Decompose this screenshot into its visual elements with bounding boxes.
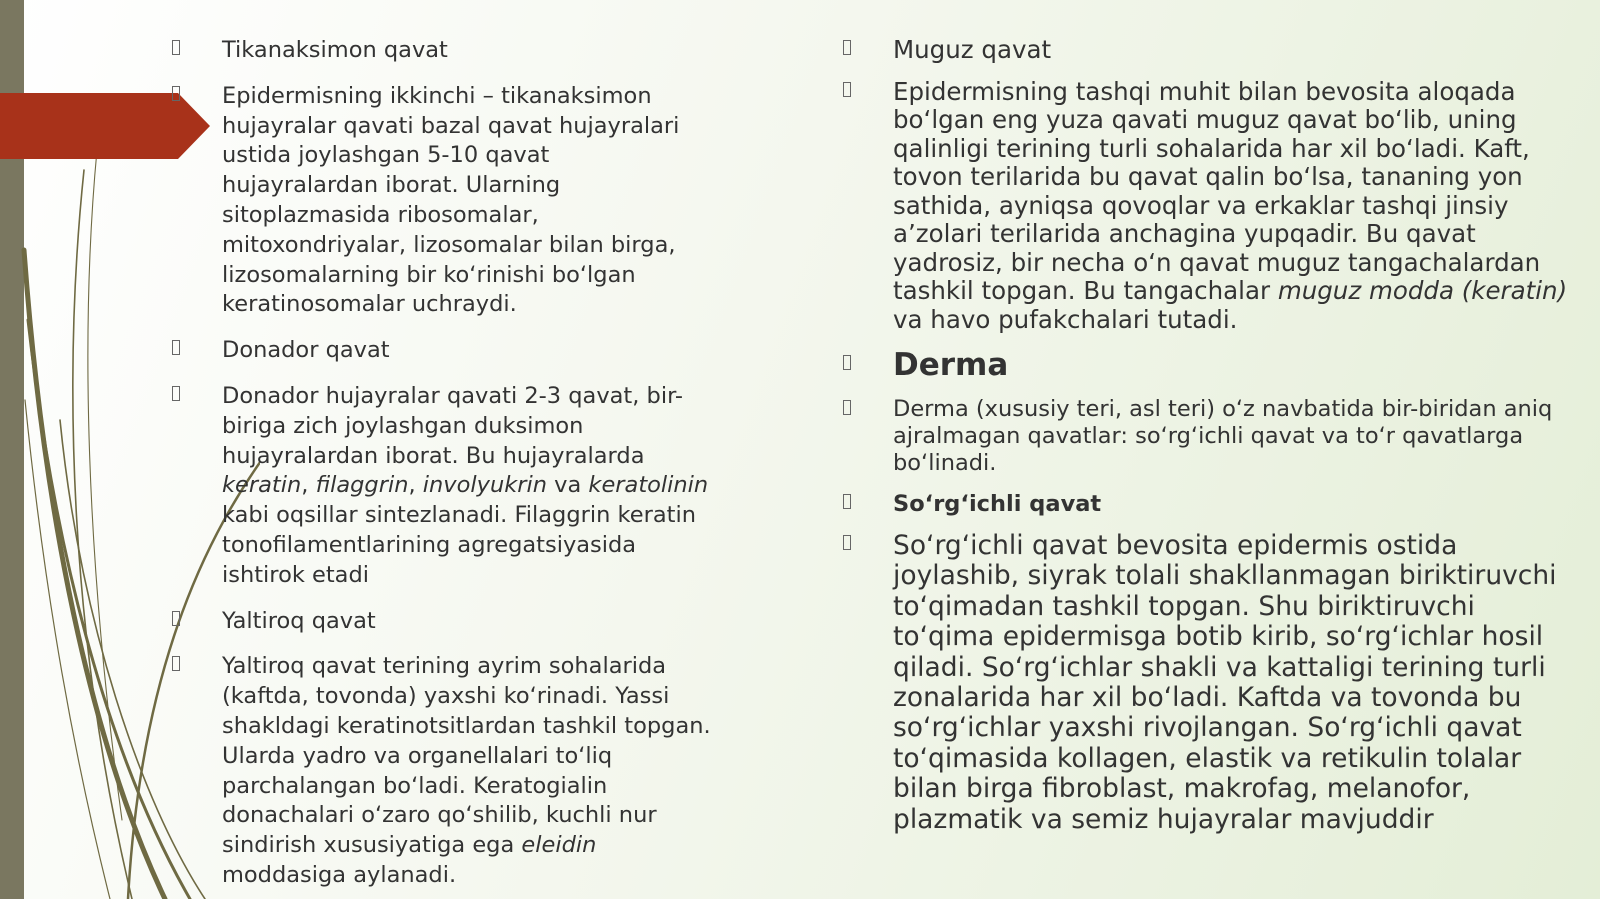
bullet-icon xyxy=(843,40,851,55)
italic-keratolinin: keratolinin xyxy=(588,472,709,499)
paragraph-donador: Donador hujayralar qavati 2-3 qavat, bir-biriga zich joylashgan duksimon hujayralardan iborat. Bu hujayralarda keratin, filaggrin, involyukrin va keratolinin kabi oqsillar sintezlanadi. Filaggrin keratin tonofilamentlarining agregatsiyasida ishtirok etadi xyxy=(222,382,709,588)
heading-yaltiroq: Yaltiroq qavat xyxy=(222,607,376,634)
paragraph-derma: Derma (xususiy teri, asl teri) o‘z navbatida bir-biridan aniq ajralmagan qavatlar: so‘rg‘ichli qavat va to‘r qavatlarga bo‘linadi. xyxy=(893,396,1553,476)
paragraph-tikanaksimon: Epidermisning ikkinchi – tikanaksimon hujayralar qavati bazal qavat hujayralari ustida joylashgan 5-10 qavat hujayralardan iborat. Ularning sitoplazmasida ribosomalar, mitoxondriyalar, lizosomalar bilan birga, lizosomalarning bir ko‘rinishi bo‘lgan keratinosomalar uchraydi. xyxy=(222,82,680,318)
italic-eleidin: eleidin xyxy=(521,832,597,859)
bullet-icon xyxy=(172,40,180,55)
list-item xyxy=(172,382,712,591)
list-item xyxy=(843,78,1578,335)
list-item xyxy=(843,396,1578,477)
list-item xyxy=(843,531,1578,835)
heading-muguz: Muguz qavat xyxy=(893,35,1052,64)
bullet-icon xyxy=(843,400,851,415)
list-item xyxy=(172,607,712,637)
bullet-icon xyxy=(172,386,180,401)
list-item xyxy=(172,36,712,66)
paragraph-muguz: Epidermisning tashqi muhit bilan bevosita aloqada bo‘lgan eng yuza qavati muguz qavat bo‘lib, uning qalinligi terining turli sohalarida har xil bo‘ladi. Kaft, tovon terilarida bu qavat qalin bo‘lsa, tananing yon sathida, ayniqsa qovoqlar va erkaklar tashqi jinsiy a’zolari terilarida anchagina yupqadir. Bu qavat yadrosiz, bir necha o‘n qavat muguz tangachalardan tashkil topgan. Bu tangachalar muguz modda (keratin) va havo pufakchalari tutadi. xyxy=(893,76,1568,334)
bullet-icon xyxy=(843,82,851,97)
bullet-icon xyxy=(172,611,180,626)
bullet-icon xyxy=(843,355,851,370)
paragraph-sorgichli: So‘rg‘ichli qavat bevosita epidermis ostida joylashib, siyrak tolali shakllanmagan biriktiruvchi to‘qimadan tashkil topgan. Shu biriktiruvchi to‘qima epidermisga botib kirib, so‘rg‘ichlar hosil qiladi. So‘rg‘ichlar shakli va kattaligi terining turli zonalarida har xil bo‘ladi. Kaftda va tovonda bu so‘rg‘ichlar yaxshi rivojlangan. So‘rg‘ichli qavat to‘qimasida kollagen, elastik va retikulin tolalar bilan birga fibroblast, makrofag, melanofor, plazmatik va semiz hujayralar mavjuddir xyxy=(893,530,1557,835)
bullet-icon xyxy=(843,494,851,509)
left-column xyxy=(172,36,712,891)
paragraph-yaltiroq: Yaltiroq qavat terining ayrim sohalarida (kaftda, tovonda) yaxshi ko‘rinadi. Yassi shakldagi keratinotsitlardan tashkil topgan. Ularda yadro va organellalari to‘liq parchalangan bo‘ladi. Keratogialin donachalari o‘zaro qo‘shilib, kuchli nur sindirish xususiyatiga ega eleidin moddasiga aylanadi. xyxy=(222,653,711,888)
bullet-icon xyxy=(172,340,180,355)
list-item xyxy=(843,347,1578,383)
list-item xyxy=(172,82,712,320)
heading-derma: Derma xyxy=(893,347,1009,383)
heading-tikanaksimon: Tikanaksimon qavat xyxy=(222,37,448,63)
italic-filaggrin: filaggrin xyxy=(315,472,409,499)
heading-donador: Donador qavat xyxy=(222,337,390,364)
right-column xyxy=(843,36,1578,835)
bullet-icon xyxy=(172,86,180,101)
italic-muguz-modda: muguz modda (keratin) xyxy=(1277,276,1568,305)
bullet-icon xyxy=(172,656,180,671)
bullet-icon xyxy=(843,535,851,550)
list-item xyxy=(172,652,712,890)
italic-keratin: keratin xyxy=(222,472,302,499)
italic-involyukrin: involyukrin xyxy=(422,472,547,499)
list-item xyxy=(843,36,1578,65)
list-item xyxy=(843,490,1578,518)
heading-sorgichli: So‘rg‘ichli qavat xyxy=(893,491,1102,517)
list-item xyxy=(172,336,712,366)
